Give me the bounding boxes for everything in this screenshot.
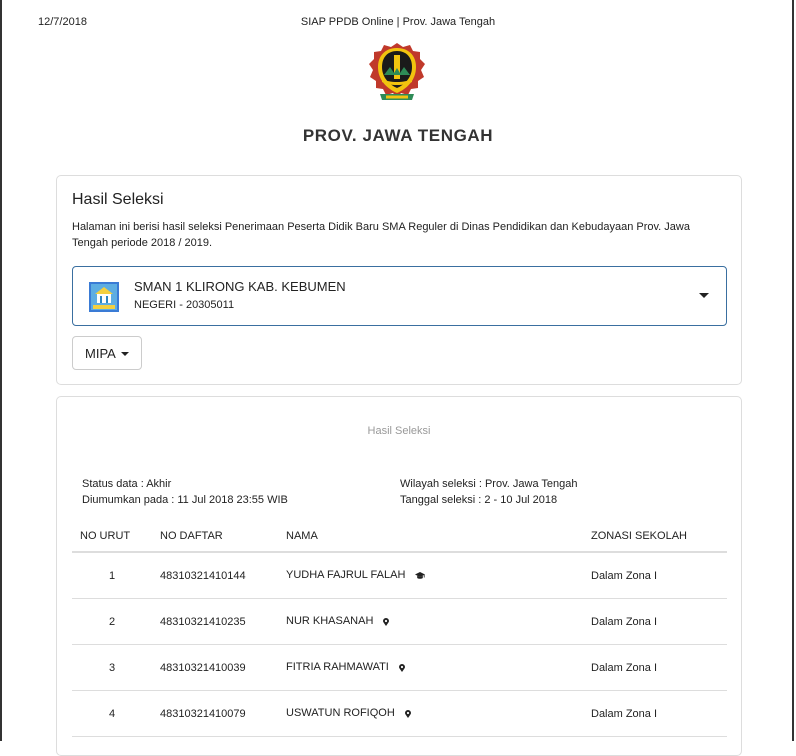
row-nama bbox=[278, 645, 583, 691]
row-no-daftar: 48310321410039 bbox=[152, 645, 278, 691]
column-header: NAMA bbox=[278, 521, 583, 552]
row-nama bbox=[278, 691, 583, 737]
table-row bbox=[72, 599, 727, 645]
school-code: NEGERI - 20305011 bbox=[134, 299, 235, 311]
status-data: Status data : Akhir bbox=[82, 478, 172, 490]
meta-right bbox=[400, 476, 578, 508]
school-select-dropdown[interactable] bbox=[72, 266, 727, 326]
student-name: NUR KHASANAH bbox=[286, 615, 374, 628]
row-nama bbox=[278, 552, 583, 599]
student-name: FITRIA RAHMAWATI bbox=[286, 661, 389, 674]
map-marker-icon bbox=[383, 618, 389, 626]
column-header: ZONASI SEKOLAH bbox=[583, 521, 727, 552]
card-description: Halaman ini berisi hasil seleksi Penerimaan Peserta Didik Baru SMA Reguler di Dinas Pendidikan dan Kebudayaan Prov. Jawa Tengah periode 2018 / 2019. bbox=[72, 221, 690, 249]
student-name: YUDHA FAJRUL FALAH bbox=[286, 569, 406, 582]
print-title: SIAP PPDB Online | Prov. Jawa Tengah bbox=[300, 16, 496, 28]
card-title: Hasil Seleksi bbox=[72, 191, 164, 208]
row-no-urut: 1 bbox=[72, 552, 152, 599]
meta-left bbox=[82, 476, 288, 508]
table-row bbox=[72, 691, 727, 737]
selection-card bbox=[56, 175, 742, 385]
school-name: SMAN 1 KLIRONG KAB. KEBUMEN bbox=[134, 279, 346, 294]
results-card bbox=[56, 396, 742, 756]
graduation-cap-icon bbox=[415, 572, 425, 580]
map-marker-icon bbox=[405, 710, 411, 718]
province-logo bbox=[368, 41, 426, 103]
jurusan-label: MIPA bbox=[85, 345, 116, 361]
row-zonasi: Dalam Zona I bbox=[583, 691, 727, 737]
table-row bbox=[72, 645, 727, 691]
results-caption: Hasil Seleksi bbox=[367, 425, 431, 437]
jurusan-dropdown-button[interactable] bbox=[72, 336, 142, 370]
table-header-row bbox=[72, 521, 727, 552]
row-no-urut: 2 bbox=[72, 599, 152, 645]
row-no-daftar: 48310321410079 bbox=[152, 691, 278, 737]
results-table bbox=[72, 521, 727, 737]
row-nama bbox=[278, 599, 583, 645]
print-date: 12/7/2018 bbox=[38, 16, 87, 28]
student-name: USWATUN ROFIQOH bbox=[286, 707, 395, 720]
column-header: NO URUT bbox=[72, 521, 152, 552]
caret-down-icon bbox=[121, 352, 129, 356]
selection-dates: Tanggal seleksi : 2 - 10 Jul 2018 bbox=[400, 494, 558, 506]
row-zonasi: Dalam Zona I bbox=[583, 645, 727, 691]
row-no-urut: 3 bbox=[72, 645, 152, 691]
column-header: NO DAFTAR bbox=[152, 521, 278, 552]
table-row bbox=[72, 552, 727, 599]
row-zonasi: Dalam Zona I bbox=[583, 552, 727, 599]
map-marker-icon bbox=[399, 664, 405, 672]
selection-region: Wilayah seleksi : Prov. Jawa Tengah bbox=[400, 478, 578, 490]
row-no-daftar: 48310321410144 bbox=[152, 552, 278, 599]
row-no-urut: 4 bbox=[72, 691, 152, 737]
chevron-down-icon[interactable] bbox=[699, 293, 709, 298]
page-title: PROV. JAWA TENGAH bbox=[302, 126, 494, 145]
school-logo-icon bbox=[89, 282, 119, 312]
announced-date: Diumumkan pada : 11 Jul 2018 23:55 WIB bbox=[82, 494, 288, 506]
row-zonasi: Dalam Zona I bbox=[583, 599, 727, 645]
row-no-daftar: 48310321410235 bbox=[152, 599, 278, 645]
